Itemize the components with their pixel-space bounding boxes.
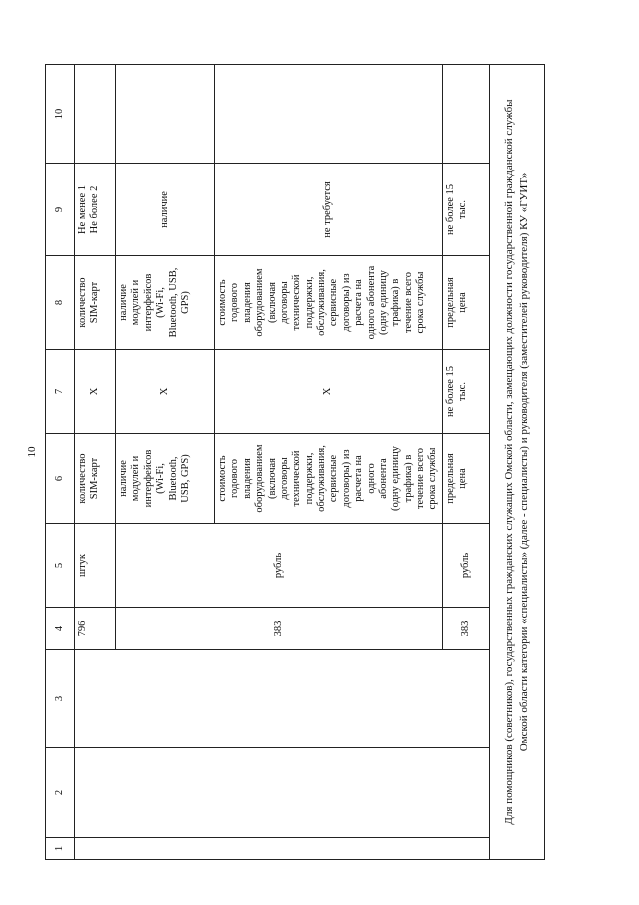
table-cell xyxy=(442,65,489,164)
table-cell: стоимость годового владения оборудованием (включая договоры технической поддержки, обслуживания, сервисные договоры) из расчета на одного абонента (одну единицу трафика) в течение всего срока службы xyxy=(215,434,443,524)
section-heading: Для помощников (советников), государственных гражданских служащих Омской области, замещающих должности государственной гражданской службы Омской области категории «специалисты» (далее - специалисты) и руководителя (заместителей руководителя) КУ «ГУИТ» xyxy=(489,65,544,860)
table-cell xyxy=(75,650,490,748)
header-cell: 1 xyxy=(46,838,75,860)
table-cell: рубль xyxy=(442,524,489,608)
section-heading-row xyxy=(489,65,544,860)
header-cell: 6 xyxy=(46,434,75,524)
table-cell: рубль xyxy=(116,524,443,608)
table-cell: предельная цена xyxy=(442,256,489,350)
header-row xyxy=(46,65,75,860)
table-cell: количество SIM-карт xyxy=(75,256,116,350)
table-cell: наличие модулей и интерфейсов (Wi-Fi, Bluetooth, USB, GPS) xyxy=(116,256,215,350)
table-cell xyxy=(116,65,215,164)
table-cell: 383 xyxy=(442,608,489,650)
table-cell: 383 xyxy=(116,608,443,650)
table-cell: предельная цена xyxy=(442,434,489,524)
header-cell: 10 xyxy=(46,65,75,164)
header-cell: 9 xyxy=(46,164,75,256)
table-cell: X xyxy=(215,350,443,434)
table-cell: Не менее 1 Не более 2 xyxy=(75,164,116,256)
header-cell: 4 xyxy=(46,608,75,650)
specification-table xyxy=(45,64,545,860)
table-cell: количество SIM-карт xyxy=(75,434,116,524)
table-row xyxy=(75,65,116,860)
rotated-table-wrapper xyxy=(45,65,595,860)
table-cell xyxy=(75,838,490,860)
header-cell: 8 xyxy=(46,256,75,350)
table-cell: не более 15 тыс. xyxy=(442,350,489,434)
table-cell: X xyxy=(116,350,215,434)
table-cell xyxy=(215,65,443,164)
header-cell: 5 xyxy=(46,524,75,608)
header-cell: 7 xyxy=(46,350,75,434)
header-cell: 3 xyxy=(46,650,75,748)
table-cell: 796 xyxy=(75,608,116,650)
table-cell: X xyxy=(75,350,116,434)
table-cell: наличие xyxy=(116,164,215,256)
table-cell: не требуется xyxy=(215,164,443,256)
table-cell: стоимость годового владения оборудованием (включая договоры технической поддержки, обслуживания, сервисные договоры) из расчета на одного абонента (одну единицу трафика) в течение всего срока службы xyxy=(215,256,443,350)
table-cell: штук xyxy=(75,524,116,608)
table-cell xyxy=(75,748,490,838)
header-cell: 2 xyxy=(46,748,75,838)
table-cell: не более 15 тыс. xyxy=(442,164,489,256)
table-cell xyxy=(75,65,116,164)
table-cell: наличие модулей и интерфейсов (Wi-Fi, Bluetooth, USB, GPS) xyxy=(116,434,215,524)
page-number: 10 xyxy=(26,446,38,458)
